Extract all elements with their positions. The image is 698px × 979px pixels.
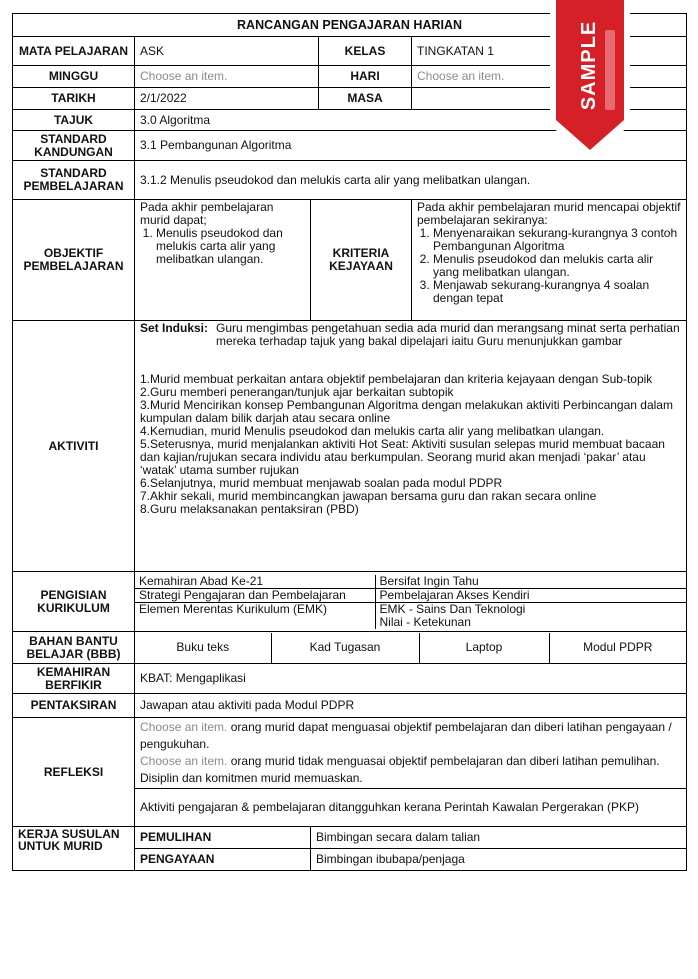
mata-pelajaran-label: MATA PELAJARAN	[13, 37, 135, 66]
kriteria-intro: Pada akhir pembelajaran murid mencapai objektif pembelajaran sekiranya:	[417, 200, 681, 227]
standard-pembelajaran-label: STANDARD PEMBELAJARAN	[13, 161, 135, 200]
page-title: RANCANGAN PENGAJARAN HARIAN	[13, 14, 687, 37]
standard-kandungan-value[interactable]: 3.1 Pembangunan Algoritma	[135, 131, 687, 161]
refleksi-line-2: orang murid tidak menguasai objektif pembelajaran dan diberi latihan pemulihan. Disiplin dan komitmen murid memuaskan.	[140, 754, 660, 785]
pengisian-left: Elemen Merentas Kurikulum (EMK)	[139, 601, 328, 616]
set-induksi	[140, 322, 681, 348]
standard-kandungan-label: STANDARD KANDUNGAN	[13, 131, 135, 161]
sample-watermark	[548, 10, 632, 120]
refleksi-dropdown-1[interactable]: Choose an item.	[140, 720, 228, 734]
kriteria-item: 2. Menulis pseudokod dan melukis carta alir yang melibatkan ulangan.	[433, 253, 681, 279]
aktiviti-step: 8.Guru melaksanakan pentaksiran (PBD)	[140, 502, 359, 516]
kemahiran-label: KEMAHIRAN BERFIKIR	[13, 664, 135, 694]
objektif-intro: Pada akhir pembelajaran murid dapat;	[140, 200, 274, 227]
aktiviti-step: 2.Guru memberi penerangan/tunjuk ajar berkaitan subtopik	[140, 385, 454, 399]
kelas-label: KELAS	[319, 37, 412, 66]
pengisian-content[interactable]	[135, 572, 687, 632]
tajuk-value[interactable]: 3.0 Algoritma	[135, 110, 687, 131]
kriteria-item: 1. Menyenaraikan sekurang-kurangnya 3 contoh Pembangunan Algoritma	[433, 227, 681, 253]
aktiviti-step: 5.Seterusnya, murid menjalankan aktiviti Hot Seat: Aktiviti susulan selepas murid membuat bacaan dan kajian/rujukan secara individu atau berkumpulan. Seorang murid akan menjadi ‘pakar’ atau ‘watak’ utama sumber rujukan	[140, 437, 665, 477]
bbb-label: BAHAN BANTU BELAJAR (BBB)	[13, 632, 135, 664]
objektif-content[interactable]	[135, 200, 311, 321]
pengisian-right: Pembelajaran Akses Kendiri	[375, 588, 686, 602]
aktiviti-step: 4.Kemudian, murid Menulis pseudokod dan melukis carta alir yang melibatkan ulangan.	[140, 424, 605, 438]
masa-label: MASA	[319, 88, 412, 110]
pentaksiran-label: PENTAKSIRAN	[13, 694, 135, 718]
kriteria-content[interactable]	[412, 200, 687, 321]
pengisian-label: PENGISIAN KURIKULUM	[13, 572, 135, 632]
pemulihan-value[interactable]: Bimbingan secara dalam talian	[311, 827, 687, 849]
tajuk-label: TAJUK	[13, 110, 135, 131]
minggu-dropdown[interactable]: Choose an item.	[135, 66, 319, 88]
hari-label: HARI	[319, 66, 412, 88]
aktiviti-label: AKTIVITI	[13, 321, 135, 572]
pengisian-left: Strategi Pengajaran dan Pembelajaran	[135, 588, 375, 602]
pengayaan-value[interactable]: Bimbingan ibubapa/penjaga	[311, 849, 687, 871]
bbb-item: Kad Tugasan	[271, 633, 419, 663]
aktiviti-step: 3.Murid Mencirikan konsep Pembangunan Algoritma dengan melakukan aktiviti Perbincangan dalam kumpulan dalam bilik darjah atau secara online	[140, 398, 673, 425]
set-induksi-label: Set Induksi:	[140, 321, 209, 335]
tarikh-label: TARIKH	[13, 88, 135, 110]
kerja-susulan-label: KERJA SUSULAN UNTUK MURID	[13, 827, 135, 871]
aktiviti-content[interactable]	[135, 321, 687, 572]
mata-pelajaran-value[interactable]: ASK	[135, 37, 319, 66]
kelas-value[interactable]: TINGKATAN 1	[412, 37, 687, 66]
refleksi-dropdown-2[interactable]: Choose an item.	[140, 754, 228, 768]
bbb-content[interactable]	[135, 632, 687, 664]
objektif-label: OBJEKTIF PEMBELAJARAN	[13, 200, 135, 321]
set-induksi-text: Guru mengimbas pengetahuan sedia ada murid dan merangsang minat serta perhatian mereka terhadap tajuk yang bakal dipelajari iaitu Guru menunjukkan gambar	[216, 321, 680, 348]
tarikh-value[interactable]: 2/1/2022	[135, 88, 319, 110]
pengisian-right: EMK - Sains Dan Teknologi	[375, 602, 686, 616]
kriteria-item: 3. Menjawab sekurang-kurangnya 4 soalan dengan tepat	[433, 279, 681, 305]
aktiviti-step: 6.Selanjutnya, murid membuat menjawab soalan pada modul PDPR	[140, 476, 503, 490]
kemahiran-value[interactable]: KBAT: Mengaplikasi	[135, 664, 687, 694]
pengisian-right: Bersifat Ingin Tahu	[375, 575, 686, 589]
bbb-item: Laptop	[419, 633, 549, 663]
objektif-item: 1. Menulis pseudokod dan melukis carta alir yang melibatkan ulangan.	[156, 227, 305, 266]
minggu-label: MINGGU	[13, 66, 135, 88]
pengisian-right: Nilai - Ketekunan	[375, 616, 686, 629]
refleksi-label: REFLEKSI	[13, 718, 135, 827]
bbb-item: Buku teks	[176, 640, 230, 654]
standard-pembelajaran-value[interactable]: 3.1.2 Menulis pseudokod dan melukis carta alir yang melibatkan ulangan.	[135, 161, 687, 200]
kriteria-label: KRITERIA KEJAYAAN	[311, 200, 412, 321]
refleksi-content[interactable]	[135, 718, 687, 789]
refleksi-line-1: orang murid dapat menguasai objektif pembelajaran dan diberi latihan pengayaan / pengukuhan.	[140, 720, 672, 751]
aktiviti-step: 1.Murid membuat perkaitan antara objektif pembelajaran dan kriteria kejayaan dengan Sub-topik	[140, 372, 653, 386]
bbb-item: Modul PDPR	[549, 633, 686, 663]
pentaksiran-value[interactable]: Jawapan atau aktiviti pada Modul PDPR	[135, 694, 687, 718]
pengisian-left: Kemahiran Abad Ke-21	[135, 575, 375, 589]
pengayaan-label: PENGAYAAN	[135, 849, 311, 871]
pemulihan-label: PEMULIHAN	[135, 827, 311, 849]
aktiviti-step: 7.Akhir sekali, murid membincangkan jawapan bersama guru dan rakan secara online	[140, 489, 597, 503]
sample-watermark-text: SAMPLE	[578, 20, 601, 110]
refleksi-note[interactable]: Aktiviti pengajaran & pembelajaran ditangguhkan kerana Perintah Kawalan Pergerakan (PKP)	[135, 789, 687, 827]
hari-dropdown[interactable]: Choose an item.	[412, 66, 687, 88]
